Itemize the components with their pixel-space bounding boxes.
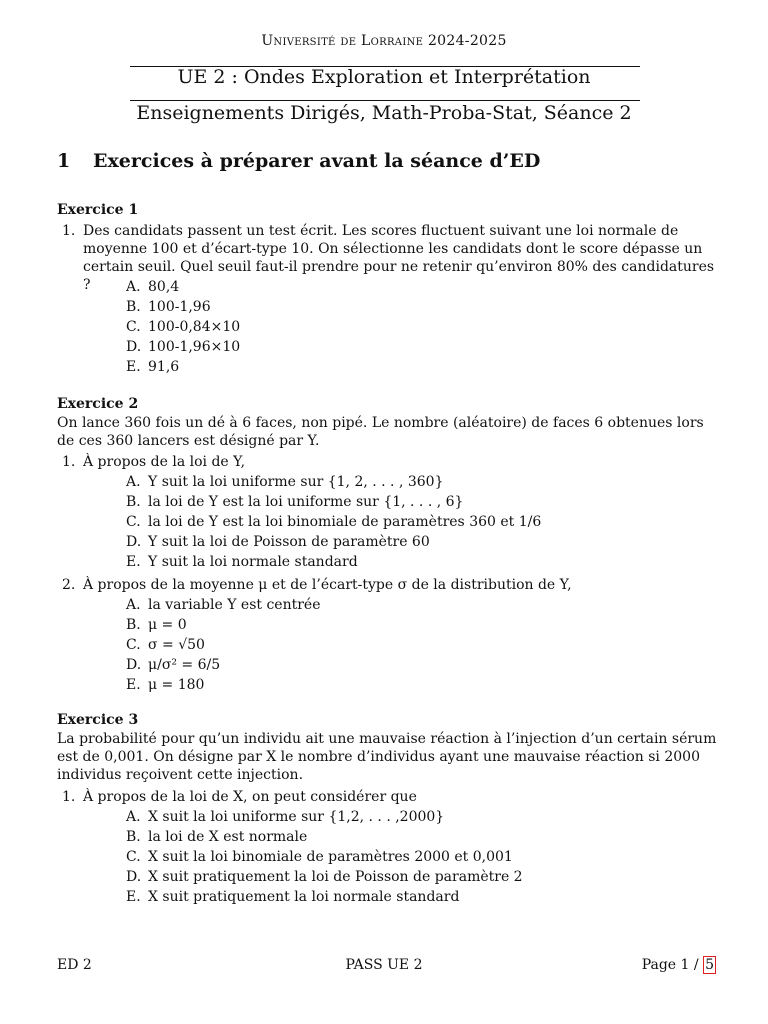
ex2-q2-option-e	[126, 676, 204, 694]
option-letter: E.	[126, 889, 141, 905]
question-text: À propos de la moyenne μ et de l’écart-type σ de la distribution de Y,	[83, 577, 572, 593]
ex2-q1-option-e	[126, 553, 358, 571]
option-text: μ = 180	[148, 677, 205, 693]
question-number: 1.	[62, 223, 76, 239]
ex3-q1-option-a	[126, 808, 444, 826]
option-text: σ = √50	[148, 637, 205, 653]
option-text: la variable Y est centrée	[148, 597, 321, 613]
option-text: X suit la loi binomiale de paramètres 2000 et 0,001	[148, 849, 513, 865]
footer-page-number	[642, 957, 716, 973]
question-text: À propos de la loi de X, on peut considérer que	[83, 789, 417, 805]
option-letter: C.	[126, 849, 141, 865]
option-text: 100-0,84×10	[148, 319, 241, 335]
option-text: 91,6	[148, 359, 180, 375]
option-letter: C.	[126, 514, 141, 530]
ex1-q1-option-b	[126, 298, 211, 316]
option-letter: D.	[126, 657, 142, 673]
ex2-q1-option-b	[126, 493, 463, 511]
ex1-q1-option-e	[126, 358, 179, 376]
ex1-q1-option-a	[126, 278, 179, 296]
option-text: la loi de X est normale	[148, 829, 308, 845]
option-letter: B.	[126, 299, 141, 315]
section-title: Exercices à préparer avant la séance d’ED	[93, 150, 541, 172]
option-text: 100-1,96×10	[148, 339, 241, 355]
course-title: UE 2 : Ondes Exploration et Interprétation	[177, 66, 591, 88]
ex3-q1-option-c	[126, 848, 513, 866]
university-header: Université de Lorraine 2024-2025	[261, 33, 507, 49]
section-heading	[57, 150, 540, 172]
option-letter: D.	[126, 534, 142, 550]
option-letter: E.	[126, 677, 141, 693]
exercise-2-title: Exercice 2	[57, 396, 139, 412]
title-rule-middle	[130, 100, 640, 101]
option-text: la loi de Y est la loi uniforme sur {1, . . . , 6}	[148, 494, 464, 510]
option-letter: E.	[126, 554, 141, 570]
option-letter: B.	[126, 494, 141, 510]
section-number: 1	[57, 150, 71, 172]
option-letter: C.	[126, 637, 141, 653]
exercise-3-intro: La probabilité pour qu’un individu ait une mauvaise réaction à l’injection d’un certain sérum est de 0,001. On désigne par X le nombre d’individus ayant une mauvaise réaction si 2000 individus reçoivent cette injection.	[57, 731, 717, 783]
option-letter: D.	[126, 339, 142, 355]
option-text: X suit pratiquement la loi normale standard	[148, 889, 460, 905]
ex1-q1-option-c	[126, 318, 240, 336]
option-text: Y suit la loi normale standard	[148, 554, 358, 570]
option-letter: D.	[126, 869, 142, 885]
option-letter: A.	[126, 809, 141, 825]
option-text: 80,4	[148, 279, 180, 295]
option-letter: B.	[126, 829, 141, 845]
option-letter: A.	[126, 474, 141, 490]
question-text: À propos de la loi de Y,	[83, 454, 246, 470]
ex2-q2-option-c	[126, 636, 205, 654]
question-text: Des candidats passent un test écrit. Les scores fluctuent suivant une loi normale de moyenne 100 et d’écart-type 10. On sélectionne les candidats dont le score dépasse un certain seuil. Quel seuil faut-il prendre pour ne retenir qu’environ 80% des candidatures ?	[83, 223, 715, 293]
question-number: 1.	[62, 789, 76, 805]
ex2-q2-option-d	[126, 656, 220, 674]
ex2-q2-option-b	[126, 616, 187, 634]
exercise-1-title: Exercice 1	[57, 202, 139, 218]
ex3-q1-option-e	[126, 888, 459, 906]
footer-center: PASS UE 2	[345, 957, 423, 973]
option-text: μ = 0	[148, 617, 187, 633]
ex1-q1-option-d	[126, 338, 240, 356]
option-text: Y suit la loi uniforme sur {1, 2, . . . , 360}	[148, 474, 444, 490]
page-label: Page 1 /	[641, 957, 699, 973]
ex2-q1-option-a	[126, 473, 443, 491]
ex2-q1-option-d	[126, 533, 430, 551]
ex3-q1-option-d	[126, 868, 523, 886]
exercise-3-title: Exercice 3	[57, 712, 139, 728]
ex3-q1-option-b	[126, 828, 307, 846]
option-text: X suit la loi uniforme sur {1,2, . . . ,2000}	[148, 809, 445, 825]
option-text: 100-1,96	[148, 299, 211, 315]
option-letter: E.	[126, 359, 141, 375]
question-number: 1.	[62, 454, 76, 470]
option-text: Y suit la loi de Poisson de paramètre 60	[148, 534, 430, 550]
question-number: 2.	[62, 577, 76, 593]
ex2-q1-option-c	[126, 513, 541, 531]
option-text: X suit pratiquement la loi de Poisson de paramètre 2	[148, 869, 523, 885]
option-text: la loi de Y est la loi binomiale de paramètres 360 et 1/6	[148, 514, 542, 530]
session-title: Enseignements Dirigés, Math-Proba-Stat, Séance 2	[136, 102, 632, 124]
exercise-2-intro: On lance 360 fois un dé à 6 faces, non pipé. Le nombre (aléatoire) de faces 6 obtenues lors de ces 360 lancers est désigné par Y.	[57, 415, 704, 449]
option-letter: A.	[126, 279, 141, 295]
option-text: μ/σ² = 6/5	[148, 657, 221, 673]
option-letter: C.	[126, 319, 141, 335]
total-pages-link[interactable]: 5	[705, 957, 714, 973]
option-letter: A.	[126, 597, 141, 613]
option-letter: B.	[126, 617, 141, 633]
footer-left: ED 2	[57, 957, 92, 973]
ex2-q2-option-a	[126, 596, 321, 614]
